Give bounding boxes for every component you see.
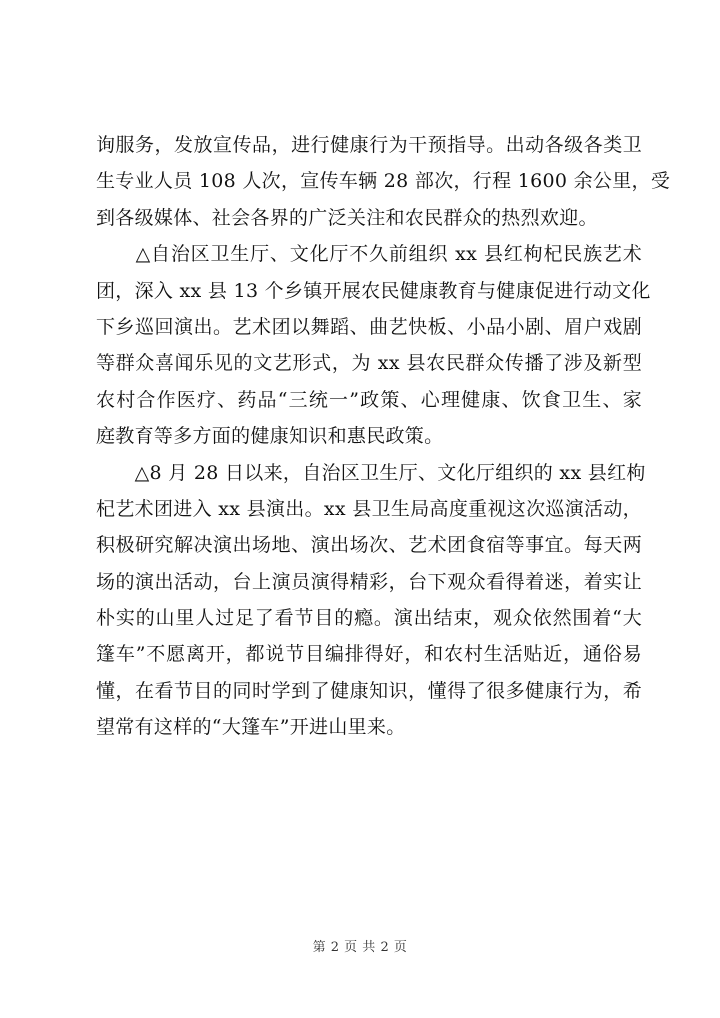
text-line: △8 月 28 日以来，自治区卫生厅、文化厅组织的 xx 县红枸 [96, 461, 646, 484]
text-line: 场的演出活动，台上演员演得精彩，台下观众看得着迷，着实让 [96, 570, 642, 593]
text-line: 询服务，发放宣传品，进行健康行为干预指导。出动各级各类卫 [96, 134, 642, 156]
text-line: 下乡巡回演出。艺术团以舞蹈、曲艺快板、小品小剧、眉户戏剧 [96, 315, 642, 338]
document-body [96, 127, 671, 746]
text-line: 庭教育等多方面的健康知识和惠民政策。 [96, 425, 444, 448]
text-line: 朴实的山里人过足了看节目的瘾。演出结束，观众依然围着“大 [96, 607, 642, 630]
page-number-footer: 第 2 页 共 2 页 [312, 940, 408, 955]
text-line: △自治区卫生厅、文化厅不久前组织 xx 县红枸杞民族艺术 [96, 243, 642, 266]
text-line: 积极研究解决演出场地、演出场次、艺术团食宿等事宜。每天两 [96, 534, 642, 557]
text-line: 杞艺术团进入 xx 县演出。xx 县卫生局高度重视这次巡演活动， [96, 497, 642, 520]
text-line: 懂，在看节目的同时学到了健康知识，懂得了很多健康行为，希 [96, 679, 642, 702]
text-line: 等群众喜闻乐见的文艺形式，为 xx 县农民群众传播了涉及新型 [96, 352, 642, 375]
text-line: 生专业人员 108 人次，宣传车辆 28 部次，行程 1600 余公里，受 [96, 170, 671, 193]
text-line: 到各级媒体、社会各界的广泛关注和农民群众的热烈欢迎。 [96, 206, 598, 229]
text-line: 农村合作医疗、药品“三统一”政策、心理健康、饮食卫生、家 [96, 388, 642, 411]
text-line: 望常有这样的“大篷车”开进山里来。 [96, 716, 406, 739]
text-line: 篷车”不愿离开，都说节目编排得好，和农村生活贴近，通俗易 [96, 643, 642, 666]
text-line: 团，深入 xx 县 13 个乡镇开展农民健康教育与健康促进行动文化 [96, 279, 651, 302]
